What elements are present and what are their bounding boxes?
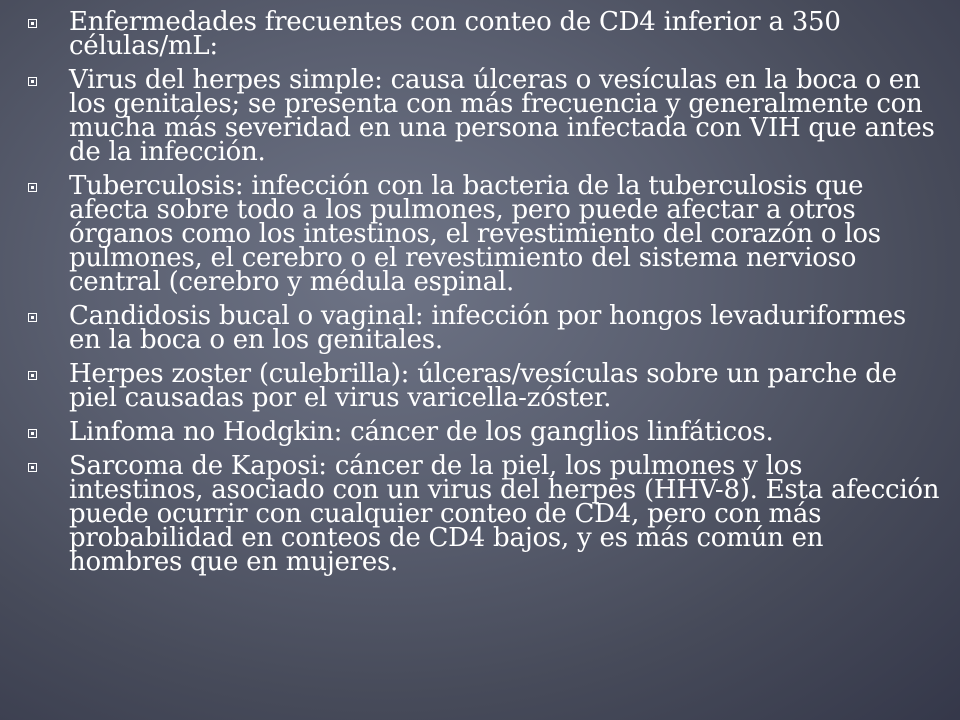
bullet-text: Virus del herpes simple: causa úlceras o vesículas en la boca o en los genitales; se presenta con más frecuencia y generalmente con mucha más severidad en una persona infectada con VIH que antes de la infección. <box>69 65 935 167</box>
square-bullet-icon <box>28 429 37 438</box>
bullet-text: Linfoma no Hodgkin: cáncer de los ganglios linfáticos. <box>69 417 774 447</box>
square-bullet-icon <box>28 371 37 380</box>
bullet-item <box>28 301 940 355</box>
square-bullet-icon <box>28 463 37 472</box>
square-bullet-icon <box>28 313 37 322</box>
bullet-item <box>28 417 940 447</box>
bullet-text: Tuberculosis: infección con la bacteria de la tuberculosis que afecta sobre todo a los pulmones, pero puede afectar a otros órganos como los intestinos, el revestimiento del corazón o los pulmones, el cerebro o el revestimiento del sistema nervioso central (cerebro y médula espinal. <box>69 171 881 297</box>
bullet-text: Enfermedades frecuentes con conteo de CD4 inferior a 350 células/mL: <box>69 7 841 61</box>
bullet-text: Herpes zoster (culebrilla): úlceras/vesículas sobre un parche de piel causadas por el virus varicella-zóster. <box>69 359 897 413</box>
bullet-item <box>28 359 940 413</box>
bullet-item <box>28 7 940 61</box>
bullet-text: Candidosis bucal o vaginal: infección por hongos levaduriformes en la boca o en los genitales. <box>69 301 906 355</box>
square-bullet-icon <box>28 183 37 192</box>
square-bullet-icon <box>28 19 37 28</box>
bullet-item <box>28 171 940 297</box>
bullet-item <box>28 451 940 577</box>
square-bullet-icon <box>28 77 37 86</box>
bullet-text: Sarcoma de Kaposi: cáncer de la piel, los pulmones y los intestinos, asociado con un virus del herpes (HHV-8). Esta afección puede ocurrir con cualquier conteo de CD4, pero con más probabilidad en conteos de CD4 bajos, y es más común en hombres que en mujeres. <box>69 451 940 577</box>
bullet-list <box>28 7 940 584</box>
bullet-item <box>28 65 940 167</box>
